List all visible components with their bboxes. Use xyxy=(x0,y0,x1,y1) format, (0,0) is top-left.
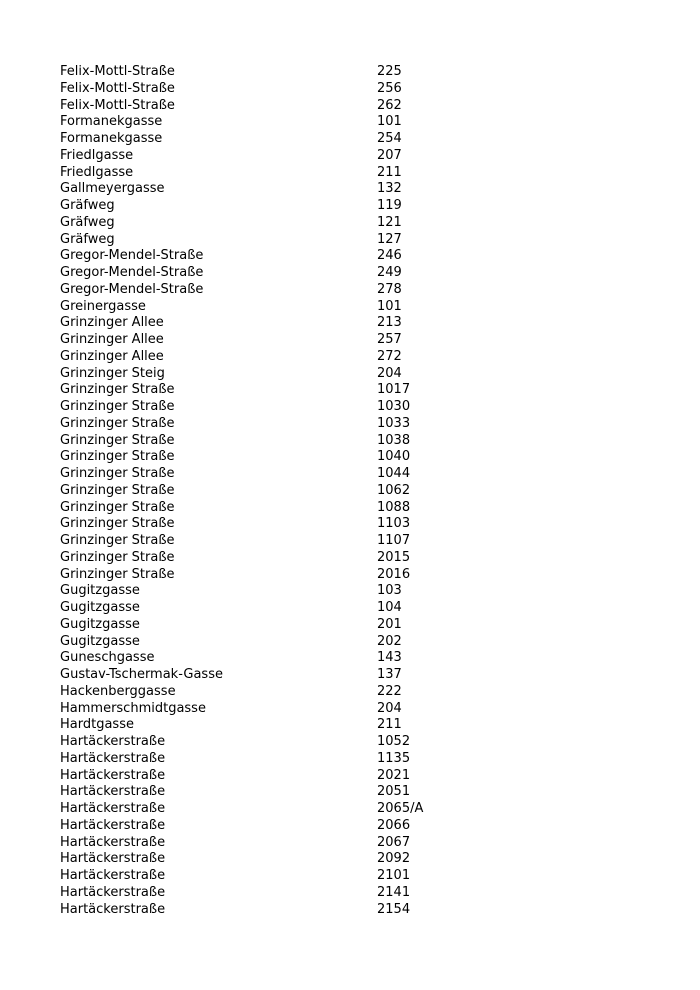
street-name: Friedlgasse xyxy=(60,147,134,163)
list-item xyxy=(60,399,660,416)
street-name: Hardtgasse xyxy=(60,717,134,733)
list-item xyxy=(60,165,660,182)
street-name: Hackenberggasse xyxy=(60,683,176,699)
list-item xyxy=(60,349,660,366)
house-number: 143 xyxy=(377,650,402,666)
house-number: 256 xyxy=(377,80,402,96)
list-item xyxy=(60,801,660,818)
street-name: Grinzinger Straße xyxy=(60,533,175,548)
list-item xyxy=(60,232,660,249)
street-name: Hammerschmidtgasse xyxy=(60,700,206,716)
house-number: 211 xyxy=(377,164,402,180)
list-item xyxy=(60,131,660,148)
house-number: 103 xyxy=(377,583,402,599)
street-name: Grinzinger Straße xyxy=(60,432,175,448)
list-item xyxy=(60,181,660,198)
house-number: 137 xyxy=(377,667,402,682)
house-number: 1017 xyxy=(377,382,411,398)
street-name: Gugitzgasse xyxy=(60,616,140,632)
list-item xyxy=(60,650,660,667)
list-item xyxy=(60,265,660,282)
house-number: 101 xyxy=(377,114,402,130)
house-number: 1088 xyxy=(377,499,411,515)
list-item xyxy=(60,550,660,567)
house-number: 2065/A xyxy=(377,801,424,816)
house-number: 2141 xyxy=(377,884,411,900)
list-item xyxy=(60,634,660,651)
list-item xyxy=(60,768,660,785)
list-item xyxy=(60,684,660,701)
street-name: Hartäckerstraße xyxy=(60,767,166,783)
street-name: Hartäckerstraße xyxy=(60,817,166,833)
house-number: 101 xyxy=(377,298,402,314)
house-number: 278 xyxy=(377,281,402,297)
street-name: Gräfweg xyxy=(60,214,115,230)
address-list xyxy=(60,64,660,918)
street-name: Grinzinger Straße xyxy=(60,449,175,465)
house-number: 1107 xyxy=(377,533,411,548)
street-name: Grinzinger Straße xyxy=(60,549,175,565)
street-name: Hartäckerstraße xyxy=(60,834,166,850)
list-item xyxy=(60,617,660,634)
house-number: 213 xyxy=(377,315,402,331)
street-name: Grinzinger Straße xyxy=(60,482,175,498)
street-name: Felix-Mottl-Straße xyxy=(60,97,175,113)
list-item xyxy=(60,64,660,81)
list-item xyxy=(60,416,660,433)
list-item xyxy=(60,198,660,215)
street-name: Gugitzgasse xyxy=(60,600,140,615)
list-item xyxy=(60,466,660,483)
house-number: 2092 xyxy=(377,851,411,867)
street-name: Grinzinger Straße xyxy=(60,516,175,532)
list-item xyxy=(60,433,660,450)
house-number: 1038 xyxy=(377,432,411,448)
list-item xyxy=(60,114,660,131)
street-name: Hartäckerstraße xyxy=(60,734,166,749)
street-name: Grinzinger Straße xyxy=(60,382,175,398)
list-item xyxy=(60,148,660,165)
list-item xyxy=(60,215,660,232)
list-item xyxy=(60,248,660,265)
house-number: 104 xyxy=(377,600,402,615)
street-name: Grinzinger Allee xyxy=(60,332,164,347)
list-item xyxy=(60,717,660,734)
house-number: 119 xyxy=(377,198,402,213)
street-name: Formanekgasse xyxy=(60,131,163,146)
street-name: Grinzinger Allee xyxy=(60,315,164,331)
street-name: Grinzinger Straße xyxy=(60,399,175,414)
street-name: Gregor-Mendel-Straße xyxy=(60,265,204,280)
list-item xyxy=(60,533,660,550)
list-item xyxy=(60,868,660,885)
house-number: 1052 xyxy=(377,734,411,749)
list-item xyxy=(60,784,660,801)
house-number: 1030 xyxy=(377,399,411,414)
house-number: 207 xyxy=(377,147,402,163)
house-number: 2051 xyxy=(377,784,411,800)
house-number: 204 xyxy=(377,700,402,716)
house-number: 225 xyxy=(377,64,402,79)
house-number: 2154 xyxy=(377,901,411,917)
list-item xyxy=(60,851,660,868)
house-number: 132 xyxy=(377,181,402,197)
list-item xyxy=(60,449,660,466)
house-number: 257 xyxy=(377,332,402,347)
list-item xyxy=(60,902,660,919)
list-item xyxy=(60,500,660,517)
house-number: 2015 xyxy=(377,549,411,565)
house-number: 1062 xyxy=(377,482,411,498)
street-name: Gregor-Mendel-Straße xyxy=(60,281,204,297)
house-number: 204 xyxy=(377,365,402,381)
street-name: Gugitzgasse xyxy=(60,583,140,599)
list-item xyxy=(60,81,660,98)
house-number: 2066 xyxy=(377,817,411,833)
street-name: Grinzinger Straße xyxy=(60,466,175,481)
street-name: Gallmeyergasse xyxy=(60,181,165,197)
street-name: Hartäckerstraße xyxy=(60,901,166,917)
house-number: 262 xyxy=(377,97,402,113)
list-item xyxy=(60,299,660,316)
list-item xyxy=(60,98,660,115)
house-number: 1033 xyxy=(377,415,411,431)
house-number: 1103 xyxy=(377,516,411,532)
street-name: Friedlgasse xyxy=(60,164,134,180)
house-number: 202 xyxy=(377,633,402,649)
house-number: 272 xyxy=(377,348,402,364)
list-item xyxy=(60,583,660,600)
street-name: Gregor-Mendel-Straße xyxy=(60,248,204,264)
street-name: Grinzinger Straße xyxy=(60,415,175,431)
street-name: Hartäckerstraße xyxy=(60,750,166,766)
list-item xyxy=(60,734,660,751)
house-number: 2067 xyxy=(377,834,411,850)
street-name: Hartäckerstraße xyxy=(60,868,166,883)
list-item xyxy=(60,885,660,902)
street-name: Gugitzgasse xyxy=(60,633,140,649)
street-name: Felix-Mottl-Straße xyxy=(60,80,175,96)
street-name: Hartäckerstraße xyxy=(60,784,166,800)
street-name: Hartäckerstraße xyxy=(60,851,166,867)
house-number: 201 xyxy=(377,616,402,632)
street-name: Grinzinger Straße xyxy=(60,566,175,582)
list-item xyxy=(60,567,660,584)
list-item xyxy=(60,818,660,835)
house-number: 121 xyxy=(377,214,402,230)
house-number: 1135 xyxy=(377,750,411,766)
list-item xyxy=(60,315,660,332)
street-name: Grinzinger Straße xyxy=(60,499,175,515)
list-item xyxy=(60,600,660,617)
house-number: 249 xyxy=(377,265,402,280)
house-number: 1040 xyxy=(377,449,411,465)
list-item xyxy=(60,701,660,718)
street-name: Hartäckerstraße xyxy=(60,801,166,816)
street-name: Gräfweg xyxy=(60,231,115,247)
list-item xyxy=(60,835,660,852)
street-name: Gräfweg xyxy=(60,198,115,213)
house-number: 2016 xyxy=(377,566,411,582)
house-number: 254 xyxy=(377,131,402,146)
list-item xyxy=(60,667,660,684)
list-item xyxy=(60,516,660,533)
list-item xyxy=(60,382,660,399)
list-item xyxy=(60,332,660,349)
house-number: 211 xyxy=(377,717,402,733)
house-number: 2021 xyxy=(377,767,411,783)
list-item xyxy=(60,366,660,383)
house-number: 1044 xyxy=(377,466,411,481)
street-name: Grinzinger Allee xyxy=(60,348,164,364)
street-name: Hartäckerstraße xyxy=(60,884,166,900)
street-name: Formanekgasse xyxy=(60,114,163,130)
house-number: 222 xyxy=(377,683,402,699)
house-number: 246 xyxy=(377,248,402,264)
list-item xyxy=(60,282,660,299)
house-number: 127 xyxy=(377,231,402,247)
street-name: Felix-Mottl-Straße xyxy=(60,64,175,79)
house-number: 2101 xyxy=(377,868,411,883)
list-item xyxy=(60,483,660,500)
street-name: Guneschgasse xyxy=(60,650,155,666)
street-name: Grinzinger Steig xyxy=(60,365,165,381)
street-name: Greinergasse xyxy=(60,298,146,314)
list-item xyxy=(60,751,660,768)
street-name: Gustav-Tschermak-Gasse xyxy=(60,667,223,682)
